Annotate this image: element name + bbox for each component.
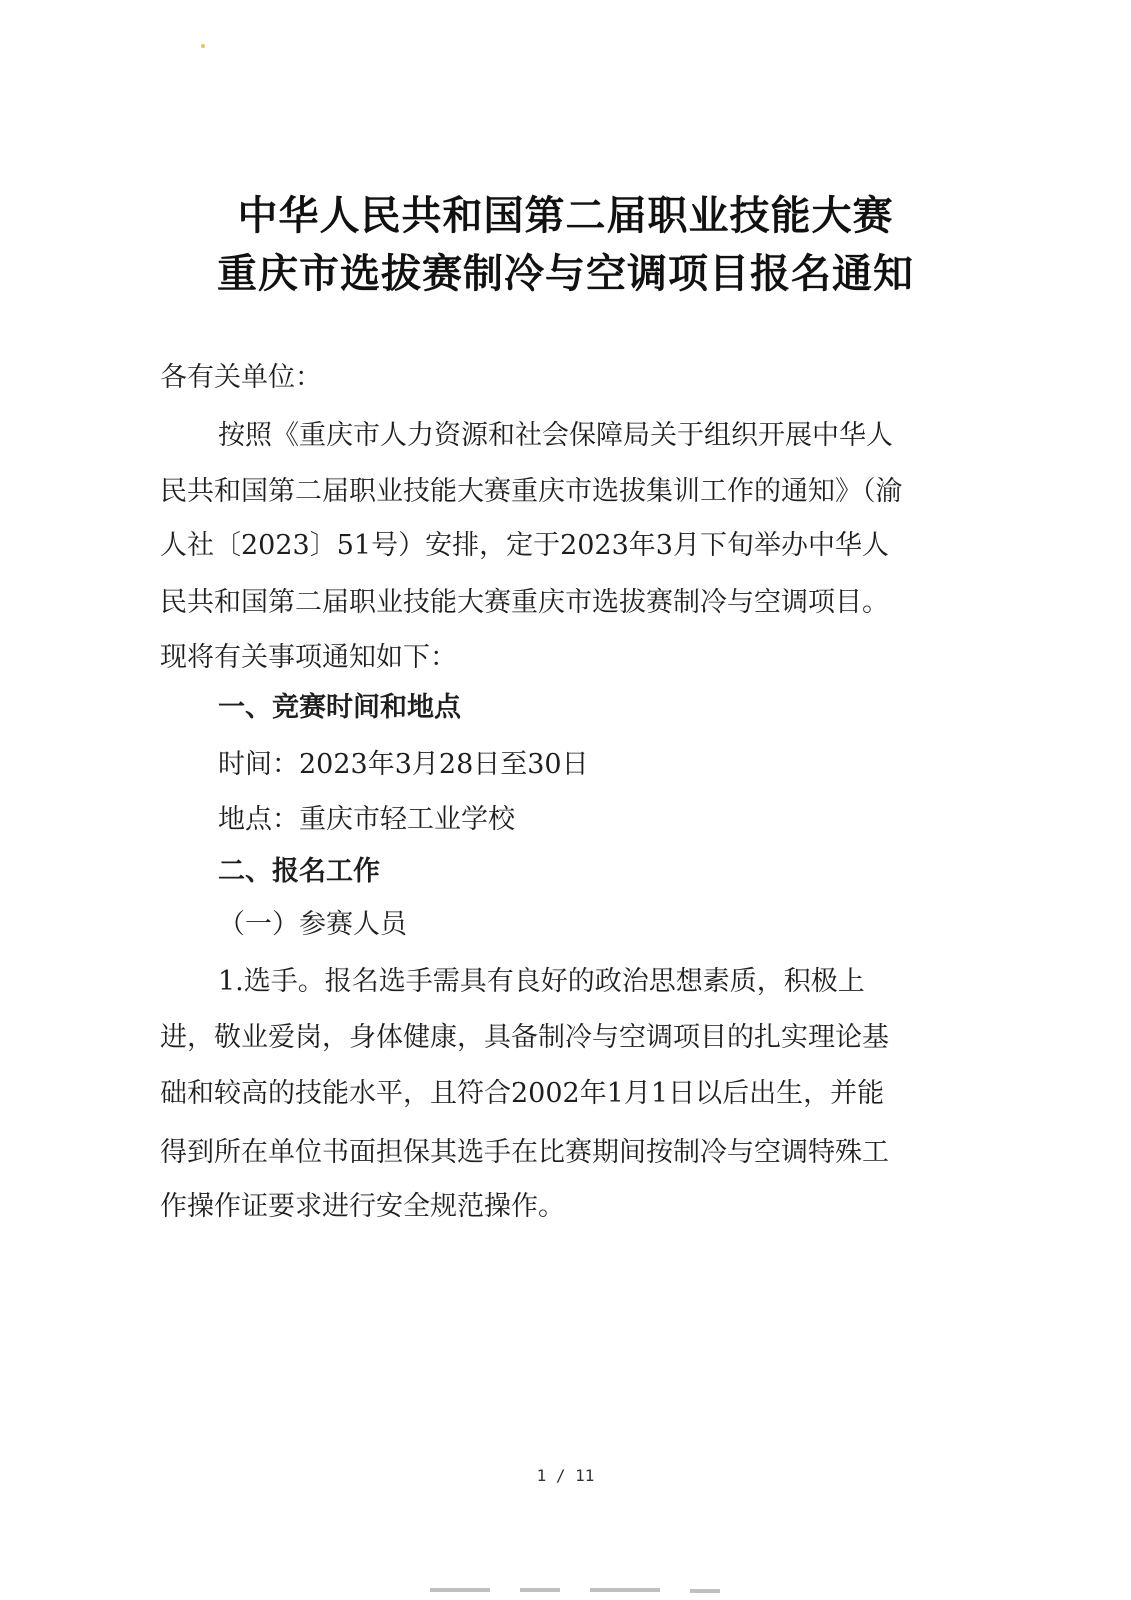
title-line-2: 重庆市选拔赛制冷与空调项目报名通知 — [217, 251, 914, 297]
item1-line-2: 进，敬业爱岗，身体健康，具备制冷与空调项目的扎实理论基 — [160, 1022, 889, 1053]
item1-line-1: 1.选手。报名选手需具有良好的政治思想素质，积极上 — [218, 966, 865, 997]
item1-line-3: 础和较高的技能水平，且符合2002年1月1日以后出生，并能 — [160, 1078, 885, 1109]
section-2-heading: 二、报名工作 — [218, 856, 380, 887]
intro-line-5: 现将有关事项通知如下： — [160, 642, 457, 673]
salutation: 各有关单位： — [160, 362, 322, 393]
intro-line-3: 人社〔2023〕51号）安排，定于2023年3月下旬举办中华人 — [160, 530, 889, 561]
page-number: 1 / 11 — [536, 1466, 595, 1485]
competition-time: 时间：2023年3月28日至30日 — [218, 749, 589, 780]
intro-line-1: 按照《重庆市人力资源和社会保障局关于组织开展中华人 — [218, 420, 893, 451]
item1-line-4: 得到所在单位书面担保其选手在比赛期间按制冷与空调特殊工 — [160, 1137, 889, 1168]
competition-place: 地点：重庆市轻工业学校 — [218, 804, 515, 835]
section-1-heading: 一、竞赛时间和地点 — [218, 692, 461, 723]
intro-line-2: 民共和国第二届职业技能大赛重庆市选拔集训工作的通知》（渝 — [160, 476, 903, 507]
subsection-heading: （一）参赛人员 — [218, 909, 407, 940]
scan-artifact — [520, 1588, 560, 1592]
scan-artifact — [430, 1588, 490, 1592]
item1-line-5: 作操作证要求进行安全规范操作。 — [160, 1191, 565, 1222]
scan-speck — [201, 44, 205, 48]
intro-line-4: 民共和国第二届职业技能大赛重庆市选拔赛制冷与空调项目。 — [160, 587, 889, 618]
scan-artifact — [690, 1589, 720, 1593]
scan-artifact — [590, 1588, 660, 1592]
title-line-1: 中华人民共和国第二届职业技能大赛 — [237, 193, 894, 239]
